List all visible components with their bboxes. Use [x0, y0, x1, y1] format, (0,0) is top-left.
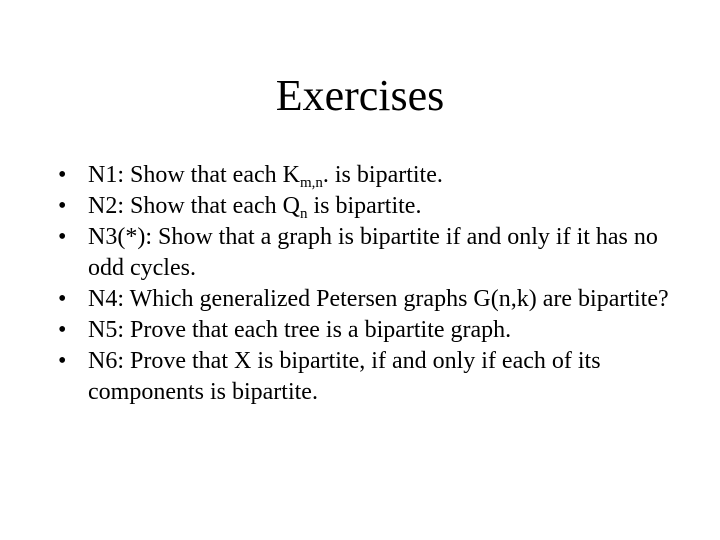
item-text: N4: Which generalized Petersen graphs G(n,k) are bipartite? — [88, 286, 669, 312]
bullet-icon: • — [58, 162, 67, 188]
list-item — [56, 191, 676, 222]
item-text: N1: Show that each K — [88, 162, 300, 188]
bullet-icon: • — [58, 224, 67, 250]
bullet-icon: • — [58, 348, 67, 374]
item-subscript: m,n — [299, 175, 323, 191]
item-text: N2: Show that each Q — [88, 193, 300, 219]
item-subscript: n — [299, 206, 308, 222]
list-item — [56, 284, 676, 315]
exercise-list — [56, 160, 676, 408]
item-text: N3(*): Show that a graph is bipartite if and only if it has no odd cycles. — [88, 224, 658, 281]
item-text: N5: Prove that each tree is a bipartite graph. — [88, 317, 512, 343]
list-item — [56, 315, 676, 346]
bullet-icon: • — [58, 317, 67, 343]
list-item — [56, 160, 676, 191]
bullet-icon: • — [58, 286, 67, 312]
item-text-tail: . is bipartite. — [322, 162, 443, 188]
list-item — [56, 346, 676, 408]
item-text-tail: is bipartite. — [307, 193, 422, 219]
list-item — [56, 222, 676, 284]
slide-title: Exercises — [275, 71, 445, 120]
bullet-icon: • — [58, 193, 67, 219]
item-text: N6: Prove that X is bipartite, if and only if each of its components is bipartite. — [88, 348, 601, 405]
